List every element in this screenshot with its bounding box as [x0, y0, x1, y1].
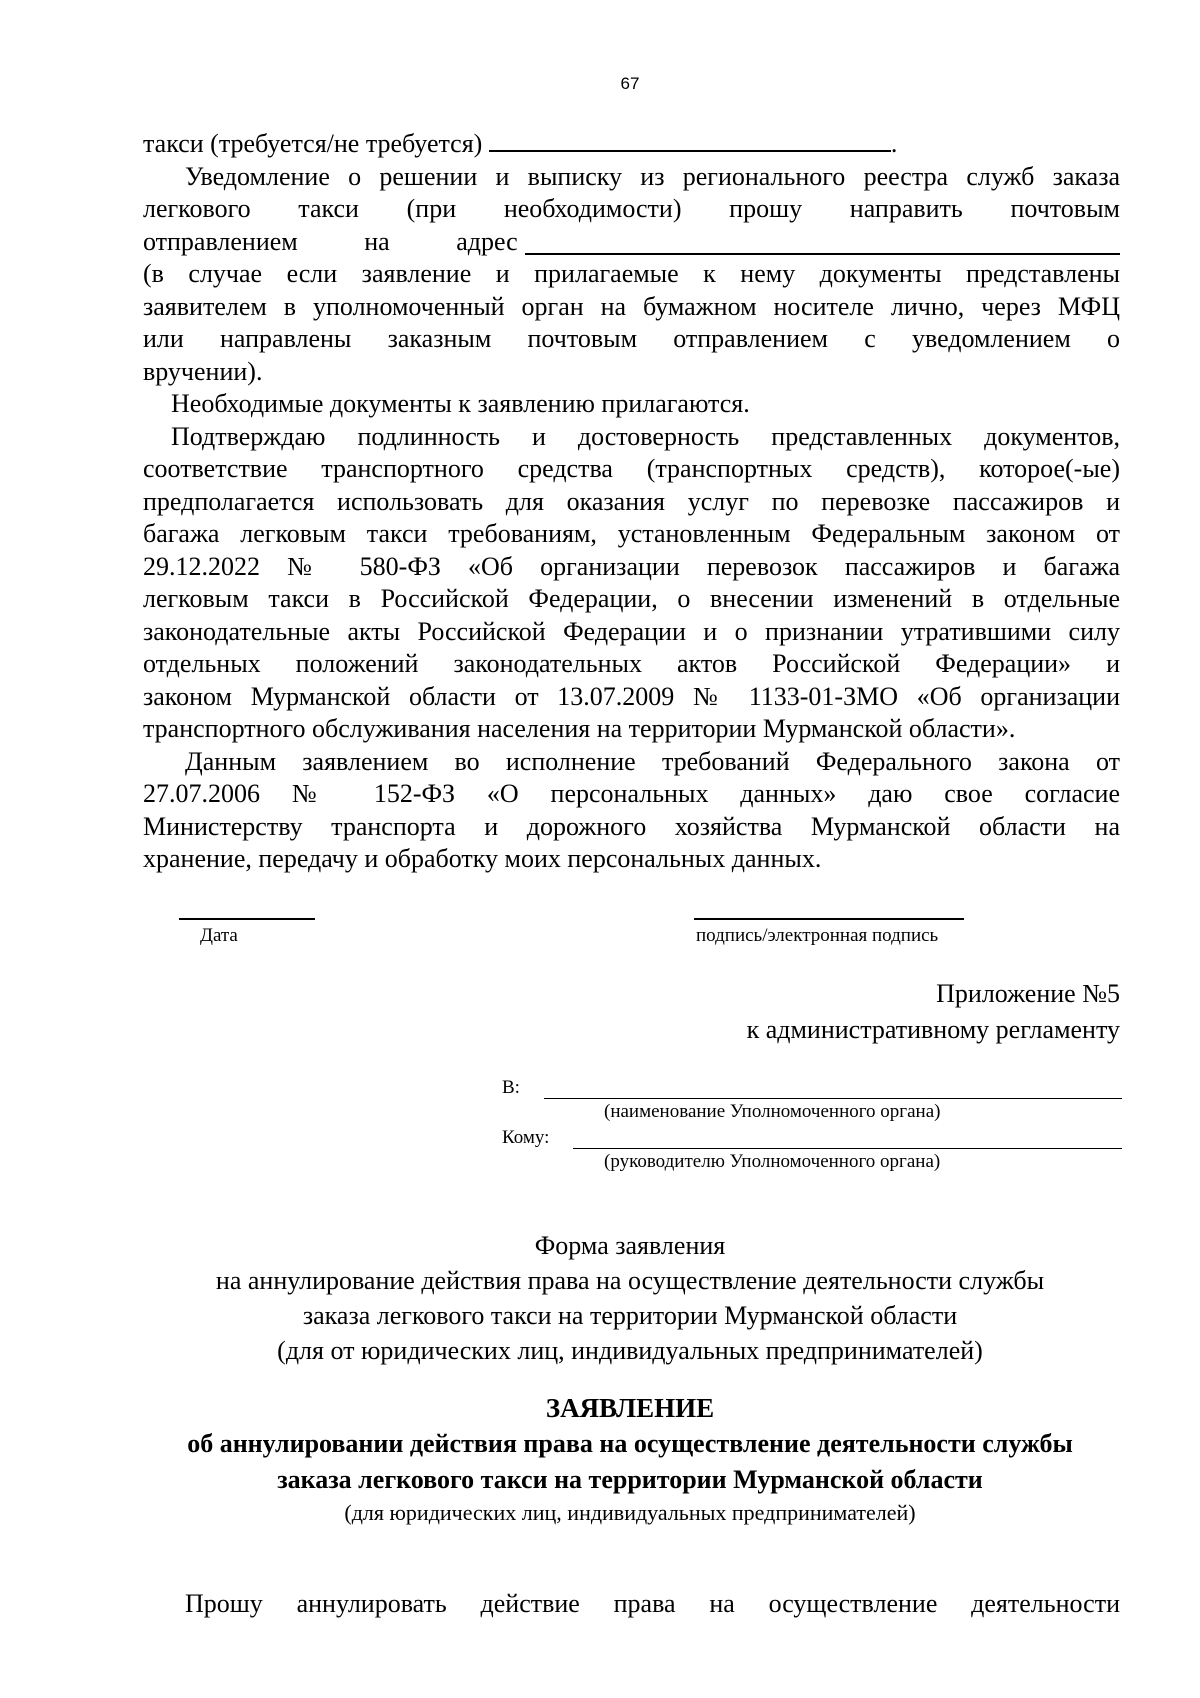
- paragraph-line: 27.07.2006 № 152-ФЗ «О персональных данных» даю свое согласие: [143, 779, 1120, 808]
- to-field[interactable]: [544, 1098, 1122, 1099]
- whom-caption: (руководителю Уполномоченного органа): [604, 1151, 941, 1172]
- to-caption: (наименование Уполномоченного органа): [604, 1101, 941, 1122]
- form-title-line: заказа легкового такси на территории Мурманской области: [302, 1301, 958, 1330]
- paragraph-line: Уведомление о решении и выписку из регионального реестра служб заказа: [185, 161, 1120, 191]
- paragraph-line: Необходимые документы к заявлению прилагаются.: [171, 389, 750, 418]
- paragraph-line: отдельных положений законодательных актов Российской Федерации» и: [143, 649, 1120, 678]
- paragraph-line: транспортного обслуживания населения на территории Мурманской области».: [143, 714, 1016, 743]
- paragraph-line: легковым такси в Российской Федерации, о внесении изменений в отдельные: [143, 584, 1120, 613]
- paragraph-line: соответствие транспортного средства (транспортных средств), которое(-ые): [143, 454, 1120, 483]
- appendix-reference: к административному регламенту: [746, 1015, 1120, 1044]
- statement-body: [143, 1588, 1120, 1620]
- form-title: [130, 1228, 1130, 1368]
- statement-subtitle: заказа легкового такси на территории Мурманской области: [277, 1465, 983, 1494]
- appendix-heading: [747, 976, 1120, 1048]
- paragraph-line: заявителем в уполномоченный орган на бумажном носителе лично, через МФЦ: [143, 291, 1120, 321]
- paragraph-line: хранение, передачу и обработку моих персональных данных.: [143, 844, 822, 873]
- statement-heading: [130, 1390, 1130, 1528]
- paragraph-line: [143, 128, 1120, 161]
- paragraph-line: предполагается использовать для оказания услуг по перевозке пассажиров и: [143, 486, 1120, 516]
- paragraph-line: Данным заявлением во исполнение требований Федерального закона от: [185, 746, 1120, 776]
- paragraph-line: Подтверждаю подлинность и достоверность представленных документов,: [171, 421, 1120, 451]
- paragraph-line: Прошу аннулировать действие права на осуществление деятельности: [185, 1589, 1120, 1618]
- paragraph-line: 29.12.2022 № 580-ФЗ «Об организации перевозок пассажиров и багажа: [143, 551, 1120, 581]
- to-label: В:: [502, 1077, 520, 1098]
- taxi-required-field[interactable]: [489, 150, 891, 152]
- page-number: 67: [620, 74, 640, 93]
- paragraph-line: легкового такси (при необходимости) прошу направить почтовым: [143, 194, 1120, 223]
- statement-note: (для юридических лиц, индивидуальных предпринимателей): [344, 1500, 916, 1525]
- paragraph-line: [143, 226, 1120, 259]
- signature-field[interactable]: [694, 918, 964, 920]
- date-field[interactable]: [179, 918, 315, 920]
- period-text: .: [890, 129, 898, 158]
- appendix-number: Приложение №5: [936, 979, 1120, 1008]
- paragraph-line: багажа легковым такси требованиям, установленным Федеральным законом от: [143, 519, 1120, 548]
- body-text-upper: [143, 128, 1120, 876]
- statement-subtitle: об аннулировании действия права на осуществление деятельности службы: [187, 1429, 1073, 1458]
- whom-field[interactable]: [573, 1148, 1122, 1149]
- address-label: отправлением на адрес: [143, 226, 518, 256]
- paragraph-line: или направлены заказным почтовым отправлением с уведомлением о: [143, 324, 1120, 353]
- whom-label: Кому:: [502, 1127, 550, 1148]
- address-field[interactable]: [525, 253, 1120, 255]
- paragraph-line: законодательные акты Российской Федерации и о признании утратившими силу: [143, 616, 1120, 646]
- signature-row: [0, 918, 1200, 958]
- taxi-required-label: такси (требуется/не требуется): [143, 129, 483, 158]
- paragraph-line: законом Мурманской области от 13.07.2009 № 1133-01-ЗМО «Об организации: [143, 681, 1120, 711]
- paragraph-line: вручении).: [143, 356, 263, 386]
- form-title-line: Форма заявления: [534, 1231, 726, 1260]
- signature-label: подпись/электронная подпись: [696, 925, 939, 946]
- paragraph-line: Министерству транспорта и дорожного хозяйства Мурманской области на: [143, 811, 1120, 841]
- date-label: Дата: [200, 925, 238, 946]
- statement-title: ЗАЯВЛЕНИЕ: [545, 1393, 715, 1423]
- form-title-line: (для от юридических лиц, индивидуальных предпринимателей): [277, 1336, 983, 1365]
- paragraph-line: (в случае если заявление и прилагаемые к нему документы представлены: [143, 259, 1120, 288]
- form-title-line: на аннулирование действия права на осуществление деятельности службы: [215, 1266, 1045, 1295]
